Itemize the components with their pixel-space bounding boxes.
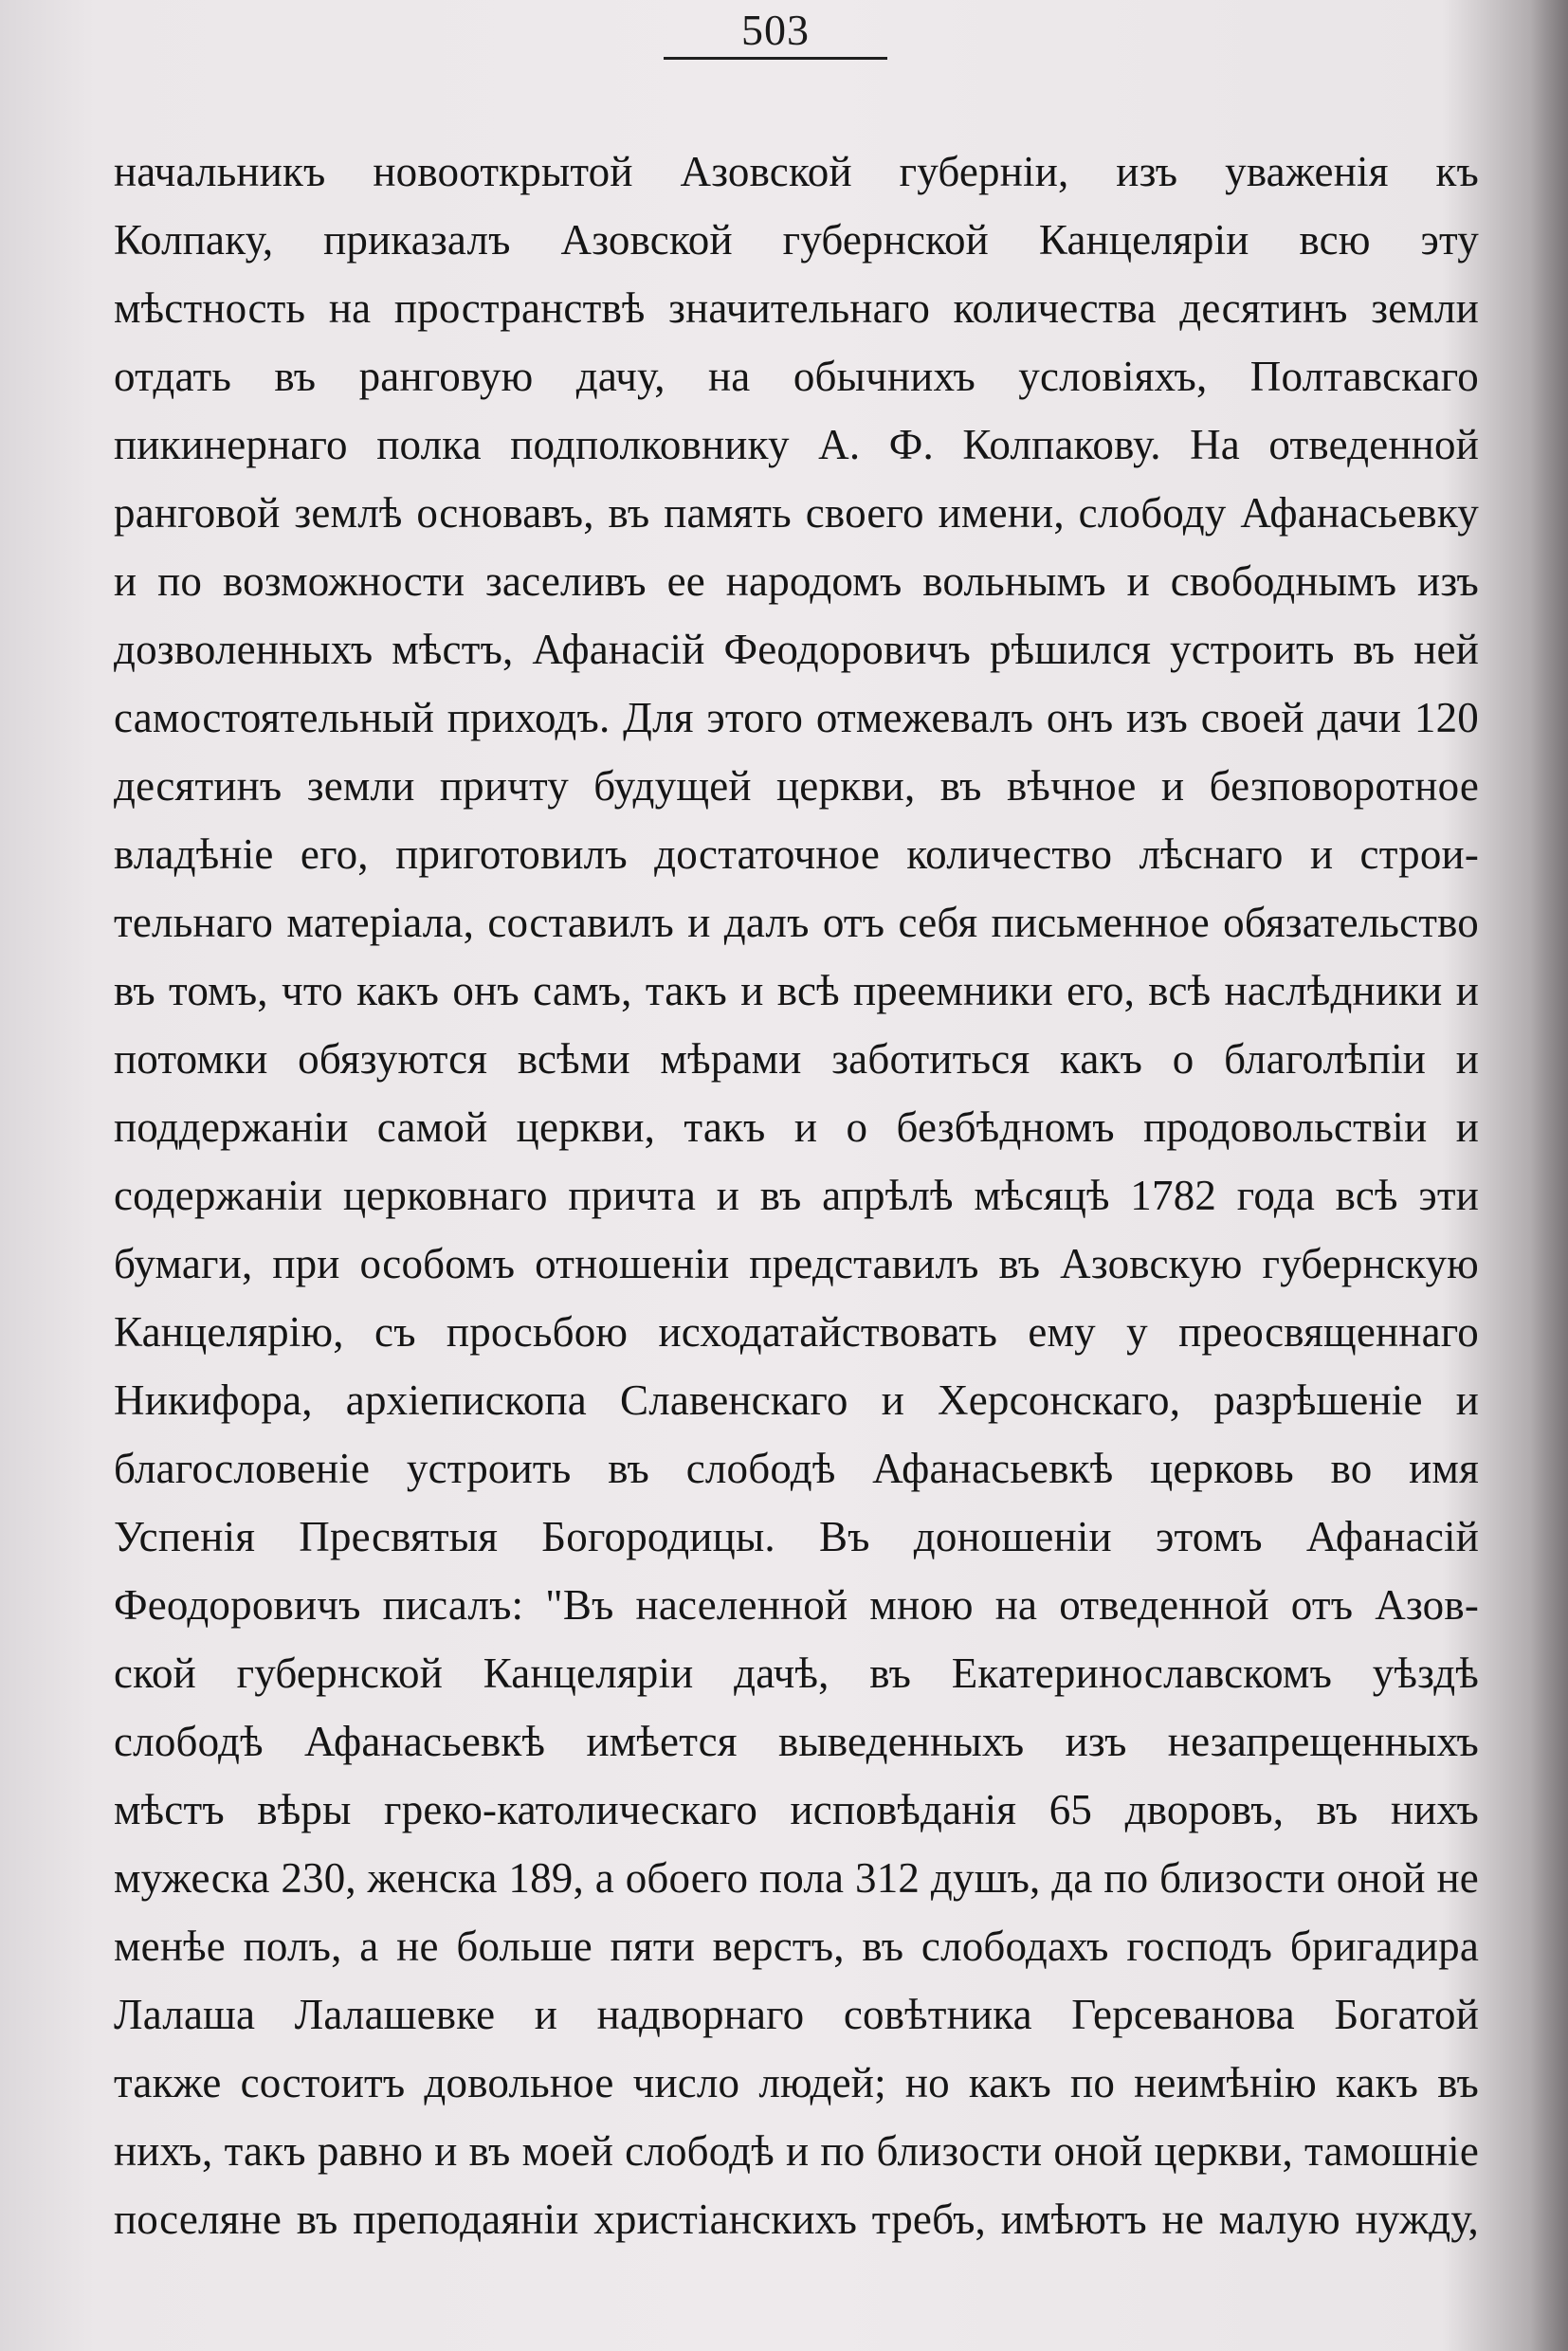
text-line: пикинернаго полка подполковнику А. Ф. Колпакову. На отведенной [114,421,1479,468]
text-line: тельнаго матеріала, составилъ и далъ отъ себя письменное обязательство [114,899,1479,946]
text-line: нихъ, такъ равно и въ моей слободѣ и по близости оной церкви, тамошніе [114,2127,1479,2175]
header-rule [664,57,887,60]
text-line: самостоятельный приходъ. Для этого отмежевалъ онъ изъ своей дачи 120 [114,694,1479,741]
text-line: потомки обязуются всѣми мѣрами заботиться какъ о благолѣпіи и [114,1035,1479,1083]
page-number: 503 [741,6,810,54]
text-line: также состоитъ довольное число людей; но какъ по неимѣнію какъ въ [114,2059,1479,2106]
text-line: начальникъ новооткрытой Азовской губерніи, изъ уваженія къ [114,148,1479,195]
text-line: дозволенныхъ мѣстъ, Афанасій Феодоровичъ рѣшился устроить въ ней [114,626,1479,673]
body-text [114,137,1479,2253]
text-line: менѣе полъ, а не больше пяти верстъ, въ слободахъ господъ бригадира [114,1923,1479,1970]
text-line: ранговой землѣ основавъ, въ память своего имени, слободу Афанасьевку [114,489,1479,537]
text-line: Феодоровичъ писалъ: "Въ населенной мною на отведенной отъ Азов- [114,1581,1479,1629]
text-line: бумаги, при особомъ отношеніи представилъ въ Азовскую губернскую [114,1240,1479,1287]
page-edge-shadow [1530,0,1568,2351]
text-line: Никифора, архіепископа Славенскаго и Херсонскаго, разрѣшеніе и [114,1376,1479,1424]
text-line: содержаніи церковнаго причта и въ апрѣлѣ мѣсяцѣ 1782 года всѣ эти [114,1172,1479,1219]
text-line: въ томъ, что какъ онъ самъ, такъ и всѣ преемники его, всѣ наслѣдники и [114,967,1479,1014]
text-line: Колпаку, приказалъ Азовской губернской Канцеляріи всю эту [114,216,1479,264]
text-line: слободѣ Афанасьевкѣ имѣется выведенныхъ изъ незапрещенныхъ [114,1718,1479,1765]
text-line: поселяне въ преподаяніи христіанскихъ требъ, имѣютъ не малую нужду, [114,2196,1479,2243]
text-line: десятинъ земли причту будущей церкви, въ вѣчное и безповоротное [114,762,1479,810]
text-line: Канцелярію, съ просьбою исходатайствовать ему у преосвященнаго [114,1308,1479,1356]
text-line: владѣніе его, приготовилъ достаточное количество лѣснаго и строи- [114,830,1479,878]
text-line: мѣстъ вѣры греко-католическаго исповѣданія 65 дворовъ, въ нихъ [114,1786,1479,1833]
text-line: мѣстность на пространствѣ значительнаго количества десятинъ земли [114,284,1479,332]
text-line: Лалаша Лалашевке и надворнаго совѣтника Герсеванова Богатой [114,1991,1479,2038]
text-line: поддержаніи самой церкви, такъ и о безбѣдномъ продовольствіи и [114,1103,1479,1151]
text-line: благословеніе устроить въ слободѣ Афанасьевкѣ церковь во имя [114,1445,1479,1492]
text-line: мужеска 230, женска 189, а обоего пола 312 душъ, да по близости оной не [114,1854,1479,1902]
text-line: ской губернской Канцеляріи дачѣ, въ Екатеринославскомъ уѣздѣ [114,1649,1479,1697]
text-line: и по возможности заселивъ ее народомъ вольнымъ и свободнымъ изъ [114,557,1479,605]
text-line: отдать въ ранговую дачу, на обычнихъ условіяхъ, Полтавскаго [114,353,1479,400]
text-line: Успенія Пресвятыя Богородицы. Въ доношеніи этомъ Афанасій [114,1513,1479,1560]
